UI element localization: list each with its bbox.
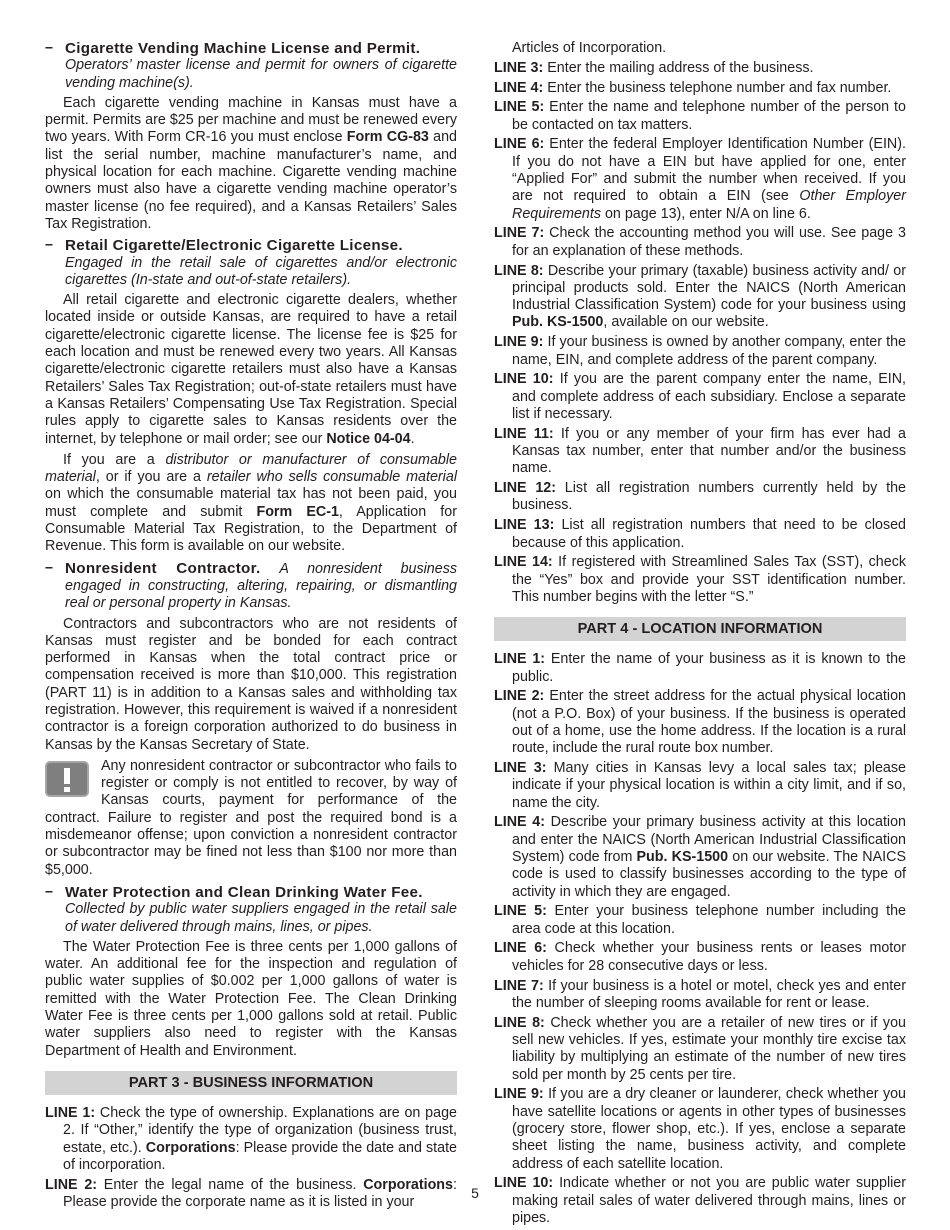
consumable-material-paragraph: If you are a distributor or manufacturer of consumable material, or if you are a retailer who sells consumable material on which the consumable material tax has not been paid, you must complete and submit Form EC-1, Application for Consumable Material Tax Registration, to the Department of Revenue. This form is available on our website.: [45, 451, 457, 555]
part4-line-6: LINE 6: Check whether your business rents or leases motor vehicles for 28 consecutive days or less.: [494, 940, 906, 974]
vending-license-body: Each cigarette vending machine in Kansas must have a permit. Permits are $25 per machine and must be renewed every two years. With Form CR-16 you must enclose Form CG-83 and list the serial number, machine manufacturer’s name, and physical location for each machine. Cigarette vending machine owners must also have a cigarette vending machine operator’s master license (no fee required), and a Kansas Retailers’ Sales Tax Registration.: [45, 94, 457, 232]
part4-line-9: LINE 9: If you are a dry cleaner or launderer, check whether you have satellite locations or agents in other types of businesses (grocery store, flower shop, etc.). If yes, enclose a separate sheet listing the name, business activity, and complete address of each satellite location.: [494, 1086, 906, 1172]
part3-line-8: LINE 8: Describe your primary (taxable) business activity and/ or principal products sold. Enter the NAICS (North American Industrial Classification System) code for your business using Pub. KS-1500, available on our website.: [494, 262, 906, 331]
part3-line-5: LINE 5: Enter the name and telephone number of the person to be contacted on tax matters.: [494, 99, 906, 133]
right-column: [494, 40, 906, 1230]
retail-license-body: All retail cigarette and electronic cigarette dealers, whether located inside or outside Kansas, are required to have a retail cigarette/electronic cigarette license. The license fee is $25 for each location and must be renewed every two years. All Kansas cigarette/electronic cigarette retailers must also have a Kansas Retailers’ Sales Tax Registration; out-of-state retailers must have a Kansas Retailers’ Compensating Use Tax Registration. Special rules apply to cigarette sales to Kansas residents over the internet, by telephone or mail order; see our Notice 04-04.: [45, 292, 457, 447]
nonresident-contractor-body: Contractors and subcontractors who are not residents of Kansas must register and be bonded for each contract performed in Kansas when the total contract price or compensation received is more than $10,000. This registration (PART 11) is in addition to a Kansas sales and withholding tax registration. However, this requirement is waived if a nonresident contractor is a foreign corporation authorized to do business in Kansas by the Kansas Secretary of State.: [45, 615, 457, 753]
part3-header: PART 3 - BUSINESS INFORMATION: [45, 1071, 457, 1095]
part4-line-3: LINE 3: Many cities in Kansas levy a local sales tax; please indicate if your physical location is within a city limit, and if so, name the city.: [494, 759, 906, 811]
nonresident-contractor-subtitle: A nonresident business engaged in constructing, altering, repairing, or dismantling real or personal property in Kansas.: [65, 560, 457, 612]
nonresident-contractor-title: Nonresident Contractor.: [65, 559, 261, 577]
water-fee-title: Water Protection and Clean Drinking Water Fee.: [65, 883, 423, 901]
vending-license-subtitle: Operators’ master license and permit for owners of cigarette vending machine(s).: [65, 57, 457, 91]
water-fee-heading: – Water Protection and Clean Drinking Water Fee. Collected by public water suppliers engaged in the retail sale of water delivered through mains, lines, or pipes.: [45, 883, 457, 935]
exclamation-warning-icon: [45, 761, 89, 797]
part4-line-5: LINE 5: Enter your business telephone number including the area code at this location.: [494, 903, 906, 937]
part4-header: PART 4 - LOCATION INFORMATION: [494, 617, 906, 641]
part3-line-10: LINE 10: If you are the parent company enter the name, EIN, and complete address of each subsidiary. Enclose a separate list if necessary.: [494, 371, 907, 422]
part3-line-6: LINE 6: Enter the federal Employer Identification Number (EIN). If you do not have a EIN but have applied for one, enter “Applied For” and submit the number when received. If you are not required to obtain a EIN (see Other Employer Requirements on page 13), enter N/A on line 6.: [494, 136, 906, 222]
vending-license-heading: – Cigarette Vending Machine License and Permit. Operators’ master license and permit for owners of cigarette vending machine(s).: [45, 40, 457, 91]
part3-line-13: LINE 13: List all registration numbers that need to be closed because of this application.: [494, 517, 906, 551]
part3-line-11: LINE 11: If you or any member of your firm has ever had a Kansas tax number, enter that number and/or the business name.: [494, 425, 906, 477]
part3-line-1: LINE 1: Check the type of ownership. Explanations are on page 2. If “Other,” identify the type of organization (business trust, estate, etc.). Corporations: Please provide the date and state of incorporation.: [45, 1104, 457, 1173]
retail-license-heading: – Retail Cigarette/Electronic Cigarette License. Engaged in the retail sale of cigarettes and/or electronic cigarettes (In-state and out-of-state retailers).: [45, 237, 457, 288]
nonresident-contractor-heading: – Nonresident Contractor. A nonresident business engaged in constructing, altering, repairing, or dismantling real or personal property in Kansas.: [45, 559, 457, 612]
part4-line-1: LINE 1: Enter the name of your business as it is known to the public.: [494, 651, 906, 685]
nonresident-warning-text: Any nonresident contractor or subcontractor who fails to register or comply is not entitled to recover, by way of Kansas courts, payment for performance of the contract. Failure to register and post the required bond is a misdemeanor offense; upon conviction a nonresident contractor or subcontractor may be fined not less than $100 nor more than $5,000.: [45, 757, 457, 878]
page-number: 5: [471, 1185, 479, 1201]
part3-line-9: LINE 9: If your business is owned by another company, enter the name, EIN, and complete address of the parent company.: [494, 334, 906, 368]
water-fee-body: The Water Protection Fee is three cents per 1,000 gallons of water. An additional fee for the inspection and regulation of public water supplies of $0.002 per 1,000 gallons of water is remitted with the Water Protection Fee. The Clean Drinking Water Fee is three cents per 1,000 gallons sold at retail. Public water suppliers also need to register with the Kansas Department of Health and Environment.: [45, 938, 457, 1059]
part4-line-7: LINE 7: If your business is a hotel or motel, check yes and enter the number of sleeping rooms available for rent or lease.: [494, 977, 906, 1011]
part3-line-3: LINE 3: Enter the mailing address of the business.: [494, 59, 814, 76]
part3-line-4: LINE 4: Enter the business telephone number and fax number.: [494, 79, 892, 96]
retail-license-title: Retail Cigarette/Electronic Cigarette License.: [65, 237, 403, 255]
nonresident-warning-note: [45, 758, 457, 879]
part3-line-14: LINE 14: If registered with Streamlined Sales Tax (SST), check the “Yes” box and provide your SST identification number. This number begins with the letter “S.”: [494, 554, 906, 605]
retail-license-subtitle: Engaged in the retail sale of cigarettes and/or electronic cigarettes (In-state and out-of-state retailers).: [65, 254, 457, 288]
part4-line-8: LINE 8: Check whether you are a retailer of new tires or if you sell new vehicles. If yes, estimate your monthly tire excise tax liability by multiplying an estimate of the number of new tires sold per month by 25 cents per tire.: [494, 1014, 906, 1083]
part3-line-2: LINE 2: Enter the legal name of the business. Corporations: Please provide the corporate name as it is listed in your: [45, 1176, 457, 1210]
part4-line-2: LINE 2: Enter the street address for the actual physical location (not a P.O. Box) of your business. If the business is operated out of a home, use the home address. If the location is a rural route, include the rural route box number.: [494, 688, 906, 757]
water-fee-subtitle: Collected by public water suppliers engaged in the retail sale of water delivered through mains, lines, or pipes.: [65, 901, 457, 935]
part3-line-2-continuation: Articles of Incorporation.: [512, 40, 667, 56]
part4-line-10: LINE 10: Indicate whether or not you are public water supplier making retail sales of water delivered through mains, lines or pipes.: [494, 1175, 907, 1226]
part3-line-12: LINE 12: List all registration numbers currently held by the business.: [494, 480, 906, 514]
vending-license-title: Cigarette Vending Machine License and Permit.: [65, 40, 421, 57]
part4-line-4: LINE 4: Describe your primary business activity at this location and enter the NAICS (North American Industrial Classification System) code from Pub. KS-1500 on our website. The NAICS code is used to classify businesses according to the type of activity in which they are engaged.: [494, 814, 906, 900]
left-column: [45, 40, 457, 1214]
part3-line-7: LINE 7: Check the accounting method you will use. See page 3 for an explanation of these methods.: [494, 225, 906, 259]
